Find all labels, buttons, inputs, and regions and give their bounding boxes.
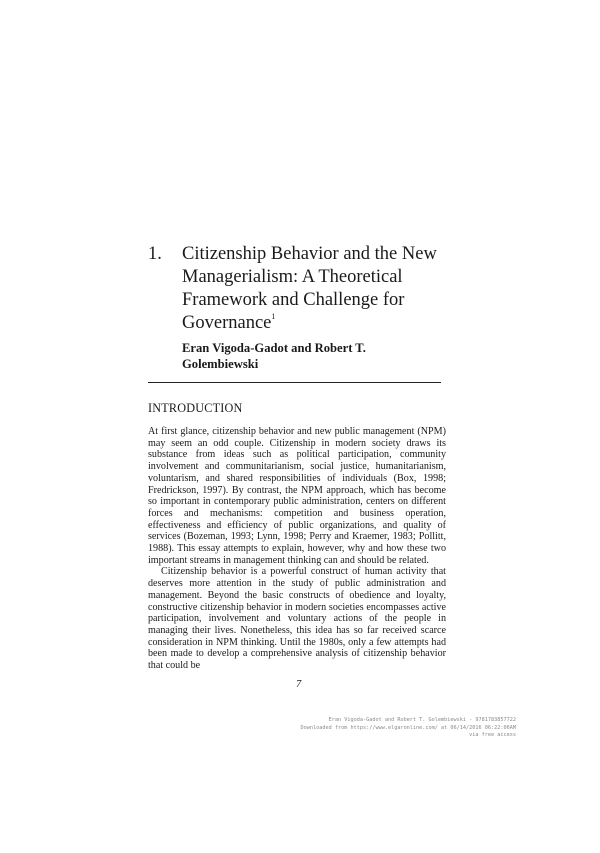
chapter-title: Citizenship Behavior and the New Managerialism: A Theoretical Framework and Challenge for Governance: [182, 244, 437, 333]
section-heading: INTRODUCTION: [148, 401, 243, 415]
heading-divider: [148, 382, 441, 383]
paragraph-2: Citizenship behavior is a powerful construct of human activity that deserves more attention in the study of public administration and management. Beyond the basic constructs of obedience and loyalty, constructive citizenship behavior in modern societies encompasses active participation, involvement and voluntary actions of the people in managing their lives. Nonetheless, this idea has so far received scarce consideration in NPM thinking. Until the 1980s, only a few attempts had been made to develop a comprehensive analysis of citizenship behavior that could be: [148, 566, 446, 672]
chapter-heading: [148, 243, 458, 335]
watermark-line-2: Downloaded from https://www.elgaronline.com/ at 06/14/2016 06:22:06AM: [300, 724, 516, 731]
chapter-number: 1.: [148, 244, 162, 264]
watermark-line-3: via free access: [469, 732, 516, 739]
paragraph-1: At first glance, citizenship behavior and new public management (NPM) may seem an odd couple. Citizenship in modern society draws its substance from ideas such as political participation, community involvement and communitarianism, social justice, humanitarianism, voluntarism, and shared responsibilities of individuals (Box, 1998; Fredrickson, 1997). By contrast, the NPM approach, which has become so important in contemporary public administration, centers on different forces and mechanisms: competition and business operation, effectiveness and efficiency of public organizations, and quality of services (Bozeman, 1993; Lynn, 1998; Perry and Kraemer, 1983; Pollitt, 1988). This essay attempts to explain, however, why and how these two important streams in management thinking can and should be related.: [148, 426, 446, 566]
chapter-authors: Eran Vigoda-Gadot and Robert T. Golembiewski: [182, 341, 366, 371]
download-watermark: [301, 717, 517, 740]
chapter-title-block: [182, 243, 458, 335]
page-number: 7: [296, 679, 302, 690]
watermark-line-1: Eran Vigoda-Gadot and Robert T. Golembiewski - 9781783857722: [328, 717, 516, 723]
footnote-marker[interactable]: 1: [271, 312, 276, 321]
body-text: [148, 426, 446, 672]
